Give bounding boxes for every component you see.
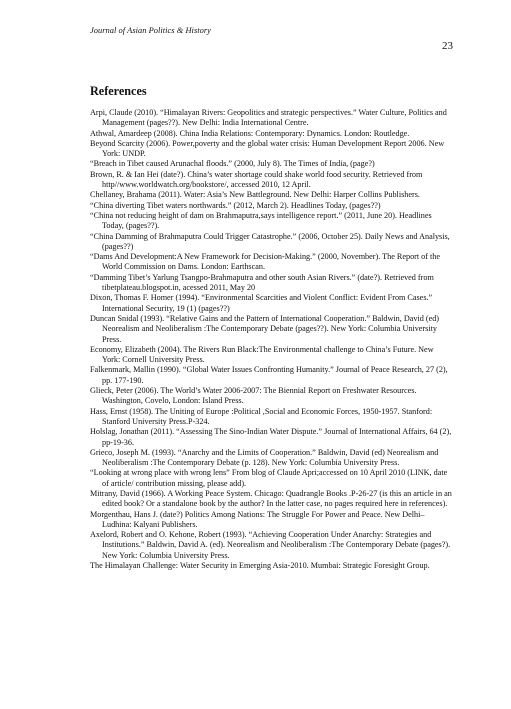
- reference-item: “China Damming of Brahmaputra Could Trigger Catastrophe.” (2006, October 25). Daily News and Analysis, (pages??): [90, 231, 450, 251]
- reference-item: Beyond Scarcity (2006). Power,poverty and the global water crisis: Human Development Report 2006. New York: UNDP.: [90, 138, 445, 159]
- reference-item: Dixon, Thomas F. Homer (1994). “Environmental Scarcities and Violent Conflict: Evident From Cases.” International Security, 19 (1) (pages??): [90, 293, 433, 313]
- reference-item: Brown, R. & Ian Hei (date?). China’s water shortage could shake world food security. Retrieved from http//www.worldwatch.org/bookstore/, accessed 2010, 12 April.: [90, 169, 423, 190]
- reference-item: The Himalayan Challenge: Water Security in Emerging Asia-2010. Mumbai: Strategic Foresight Group.: [90, 561, 430, 571]
- reference-item: Arpi, Claude (2010). “Himalayan Rivers: Geopolitics and strategic perspectives.” Water Culture, Politics and Management (pages??). New Delhi: India International Centre.: [90, 108, 447, 128]
- reference-item: Morgenthau, Hans J. (date?) Politics Among Nations: The Struggle For Power and Peace. New Delhi–Ludhina: Kalyani Publishers.: [90, 509, 425, 529]
- references-heading: References: [90, 84, 147, 98]
- reference-item: Holslag, Jonathan (2011). “Assessing The Sino-Indian Water Dispute.” Journal of International Affairs, 64 (2), pp-19-36.: [90, 427, 452, 447]
- reference-item: Grieco, Joseph M. (1993). “Anarchy and the Limits of Cooperation.” Baldwin, David (ed) Neorealism and Neoliberalism :The Contemporary Debate (p. 128). New York: Columbia University Press.: [90, 447, 439, 468]
- reference-item: Hass, Ernst (1958). The Uniting of Europe :Political ,Social and Economic Forces, 1950-1957. Stanford: Stanford University Press.P-324.: [90, 406, 433, 426]
- reference-list: [90, 108, 452, 571]
- reference-item: “Looking at wrong place with wrong lens” From blog of Claude Apri;accessed on 10 April 2010 (LINK, date of article/ contribution missing, please add).: [90, 468, 448, 488]
- reference-item: Duncan Snidal (1993). “Relative Gains and the Pattern of International Cooperation.” Baldwin, David (ed) Neorealism and Neoliberalism :The Contemporary Debate (pages??). New York: Columbia University Press.: [90, 313, 440, 344]
- reference-item: Falkenmark, Mallin (1990). “Global Water Issues Confronting Humanity.” Journal of Peace Research, 27 (2), pp. 177-190.: [90, 365, 448, 385]
- reference-item: Chellaney, Brahama (2011). Water: Asia’s New Battleground. New Delhi: Harper Collins Publishers.: [90, 190, 420, 200]
- page-number: 23: [442, 40, 453, 52]
- reference-item: “China not reducing height of dam on Brahmaputra,says intelligence report.” (2011, June 20). Headlines Today, (pages??).: [90, 210, 432, 231]
- reference-item: Mitrany, David (1966). A Working Peace System. Chicago: Quadrangle Books .P-26-27 (is this an article in an edited book? Or a standalone book by the author? In the latter case, no pages required here in references).: [90, 488, 452, 509]
- journal-title: Journal of Asian Politics & History: [90, 26, 211, 35]
- reference-item: “Damming Tibet’s Yarlung Tsangpo-Brahmaputra and other south Asian Rivers.” (date?). Retrieved from tibetplateau.blogspot.in, acessed 2011, May 20: [90, 272, 434, 293]
- reference-item: Athwal, Amardeep (2008). China India Relations: Contemporary: Dynamics. London: Routledge.: [90, 128, 410, 138]
- reference-item: Economy, Elizabeth (2004). The Rivers Run Black:The Environmental challenge to China’s Future. New York: Cornell University Press.: [90, 344, 434, 365]
- reference-item: Axelord, Robert and O. Kehone, Robert (1993). “Achieving Cooperation Under Anarchy: Strategies and Institutions.” Baldwin, David A. (ed). Neorealism and Neoliberalism :The Contemporary Debate (pages?). New York: Columbia University Press.: [90, 530, 451, 560]
- reference-item: Glieck, Peter (2006). The World’s Water 2006-2007: The Biennial Report on Freshwater Resources. Washington, Covelo, London: Island Press.: [90, 386, 417, 406]
- reference-item: “Breach in Tibet caused Arunachal floods.” (2000, July 8). The Times of India, (page?): [90, 159, 375, 169]
- reference-item: “China diverting Tibet waters northwards.” (2012, March 2). Headlines Today, (pages??): [90, 200, 381, 210]
- reference-item: “Dams And Development:A New Framework for Decision-Making.” (2000, November). The Report of the World Commission on Dams. London: Earthscan.: [90, 252, 441, 272]
